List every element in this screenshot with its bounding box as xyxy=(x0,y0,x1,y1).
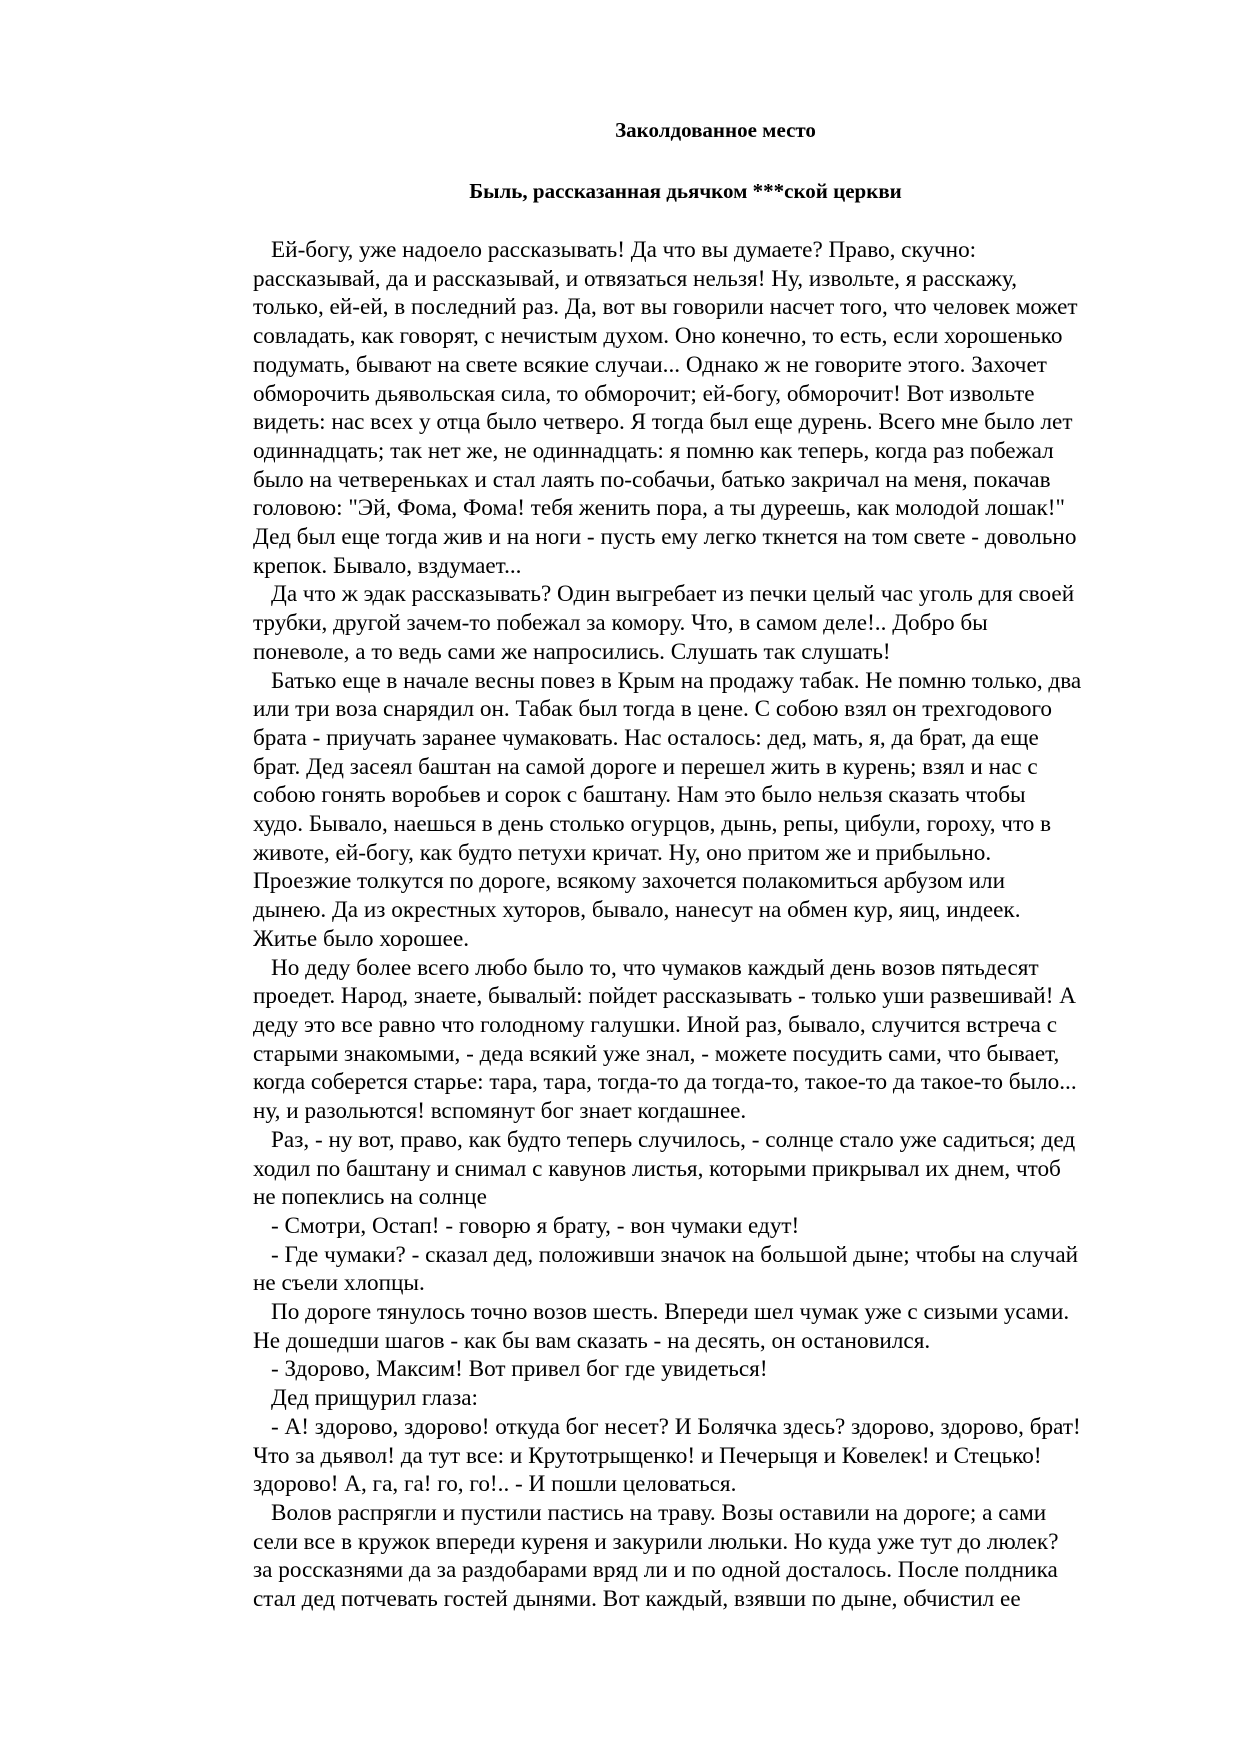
text-line: не съели хлопцы. xyxy=(253,1270,425,1297)
text-line: подумать, бывают на свете всякие случаи... Однако ж не говорите этого. Захочет xyxy=(253,351,1047,378)
text-line: Да что ж эдак рассказывать? Один выгребает из печки целый час уголь для своей xyxy=(271,581,1075,608)
text-line: видеть: нас всех у отца было четверо. Я тогда был еще дурень. Всего мне было лет xyxy=(253,409,1073,436)
text-line: брат. Дед засеял баштан на самой дороге и перешел жить в курень; взял и нас с xyxy=(253,753,1038,780)
text-line: Не дошедши шагов - как бы вам сказать - на десять, он остановился. xyxy=(253,1327,931,1354)
text-line: деду это все равно что голодному галушки. Иной раз, бывало, случится встреча с xyxy=(253,1011,1057,1038)
text-line: Житье было хорошее. xyxy=(253,925,470,952)
text-line: По дороге тянулось точно возов шесть. Впереди шел чумак уже с сизыми усами. xyxy=(271,1299,1070,1326)
story-subtitle: Быль, рассказанная дьячком ***ской церкви xyxy=(469,179,902,203)
text-line: сели все в кружок впереди куреня и закурили люльки. Но куда уже тут до люлек? xyxy=(253,1528,1059,1555)
text-line: собою гонять воробьев и сорок с баштану. Нам это было нельзя сказать чтобы xyxy=(253,782,1026,809)
text-line: - Смотри, Остап! - говорю я брату, - вон чумаки едут! xyxy=(271,1212,800,1239)
text-line: Батько еще в начале весны повез в Крым на продажу табак. Не помню только, два xyxy=(271,667,1082,694)
text-line: когда соберется старье: тара, тара, тогда-то да тогда-то, такое-то да такое-то было... xyxy=(253,1069,1077,1096)
text-line: или три воза снарядил он. Табак был тогда в цене. С собою взял он трехгодового xyxy=(253,696,1052,723)
text-line: Проезжие толкутся по дороге, всякому захочется полакомиться арбузом или xyxy=(253,868,1006,895)
text-line: Дед был еще тогда жив и на ноги - пусть ему легко ткнется на том свете - довольно xyxy=(253,524,1077,551)
text-line: здорово! А, га, га! го, го!.. - И пошли целоваться. xyxy=(253,1471,737,1498)
story-body xyxy=(253,236,1173,1614)
text-line: совладать, как говорят, с нечистым духом. Оно конечно, то есть, если хорошенько xyxy=(253,323,1063,350)
text-line: Раз, - ну вот, право, как будто теперь случилось, - солнце стало уже садиться; дед xyxy=(271,1126,1076,1153)
text-line: не попеклись на солнце xyxy=(253,1184,487,1211)
text-line: Волов распрягли и пустили пастись на траву. Возы оставили на дороге; а сами xyxy=(271,1499,1047,1526)
text-line: трубки, другой зачем-то побежал за комору. Что, в самом деле!.. Добро бы xyxy=(253,610,988,637)
text-line: крепок. Бывало, вздумает... xyxy=(253,552,522,579)
text-line: обморочить дьявольская сила, то обморочит; ей-богу, обморочит! Вот извольте xyxy=(253,380,1035,407)
text-line: только, ей-ей, в последний раз. Да, вот вы говорили насчет того, что человек может xyxy=(253,294,1078,321)
text-line: дынею. Да из окрестных хуторов, бывало, нанесут на обмен кур, яиц, индеек. xyxy=(253,897,1021,924)
text-line: - Где чумаки? - сказал дед, положивши значок на большой дыне; чтобы на случай xyxy=(271,1241,1079,1268)
text-line: ну, и разольются! вспомянут бог знает когдашнее. xyxy=(253,1098,747,1125)
text-line: худо. Бывало, наешься в день столько огурцов, дынь, репы, цибули, гороху, что в xyxy=(253,811,1052,838)
text-line: проедет. Народ, знаете, бывалый: пойдет рассказывать - только уши развешивай! А xyxy=(253,983,1076,1010)
text-line: поневоле, а то ведь сами же напросились. Слушать так слушать! xyxy=(253,638,891,665)
text-line: брата - приучать заранее чумаковать. Нас осталось: дед, мать, я, да брат, да еще xyxy=(253,724,1039,751)
text-line: Дед прищурил глаза: xyxy=(271,1385,478,1412)
text-line: животе, ей-богу, как будто петухи кричат. Ну, оно притом же и прибыльно. xyxy=(253,839,992,866)
text-line: головою: "Эй, Фома, Фома! тебя женить пора, а ты дуреешь, как молодой лошак!" xyxy=(253,495,1065,522)
text-line: рассказывай, да и рассказывай, и отвязаться нельзя! Ну, извольте, я расскажу, xyxy=(253,265,1017,292)
text-line: - А! здорово, здорово! откуда бог несет? И Болячка здесь? здорово, здорово, брат! xyxy=(271,1413,1081,1440)
text-line: ходил по баштану и снимал с кавунов листья, которыми прикрывал их днем, чтоб xyxy=(253,1155,1061,1182)
text-line: за россказнями да за раздобарами вряд ли и по одной досталось. После полдника xyxy=(253,1557,1058,1584)
text-line: - Здорово, Максим! Вот привел бог где увидеться! xyxy=(271,1356,768,1383)
story-title: Заколдованное место xyxy=(615,118,816,142)
text-line: Ей-богу, уже надоело рассказывать! Да что вы думаете? Право, скучно: xyxy=(271,237,977,263)
text-line: Но деду более всего любо было то, что чумаков каждый день возов пятьдесят xyxy=(271,954,1039,981)
text-line: стал дед потчевать гостей дынями. Вот каждый, взявши по дыне, обчистил ее xyxy=(253,1586,1021,1613)
text-line: Что за дьявол! да тут все: и Крутотрыщенко! и Печерыця и Ковелек! и Стецько! xyxy=(253,1442,1042,1469)
text-line: старыми знакомыми, - деда всякий уже знал, - можете посудить сами, что бывает, xyxy=(253,1040,1060,1067)
text-line: было на четвереньках и стал лаять по-собачьи, батько закричал на меня, покачав xyxy=(253,466,1051,493)
text-line: одиннадцать; так нет же, не одиннадцать: я помню как теперь, когда раз побежал xyxy=(253,437,1054,464)
